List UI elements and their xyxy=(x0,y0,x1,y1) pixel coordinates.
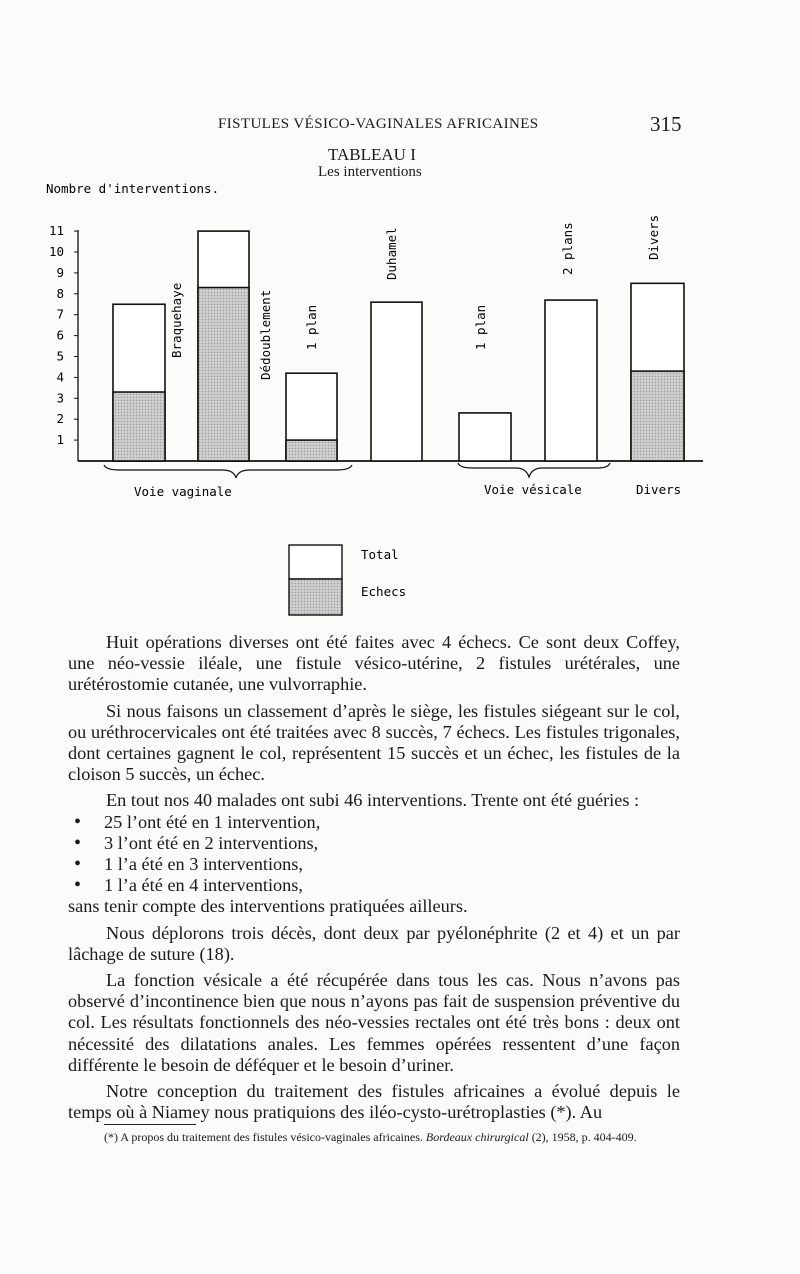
bullet-list xyxy=(68,812,680,897)
list-item: • 1 l’a été en 4 interventions, xyxy=(104,875,680,896)
y-tick-label: 8 xyxy=(56,285,64,301)
legend-echecs-label: Echecs xyxy=(361,584,407,599)
group-label-voie-vesicale: Voie vésicale xyxy=(484,482,582,497)
body-text xyxy=(68,632,680,1123)
y-tick-label: 9 xyxy=(56,264,64,280)
category-label-dedoublement: Dédoublement xyxy=(258,289,273,380)
paragraph-1: Huit opérations diverses ont été faites avec 4 échecs. Ce sont deux Coffey, une néo-vessie iléale, une fistule vésico-utérine, 2 fistules urétérales, une urétérostomie cutanée, une vulvorraphie. xyxy=(68,632,680,695)
y-tick-label: 5 xyxy=(56,348,64,364)
bar-echecs-braquehaye xyxy=(113,392,165,461)
footnote-journal: Bordeaux chirurgical xyxy=(425,1130,529,1144)
footnote-rule xyxy=(104,1124,196,1125)
legend-echecs-swatch xyxy=(289,579,342,615)
paragraph-6: Notre conception du traitement des fistules africaines a évolué depuis le temps où à Niamey nous pratiquions des iléo-cysto-urétroplasties (*). Au xyxy=(68,1081,680,1123)
bar-echecs-dedoublement xyxy=(198,288,249,461)
category-label-2-plans: 2 plans xyxy=(560,222,575,275)
footnote xyxy=(54,1129,666,1145)
category-label-divers: Divers xyxy=(646,214,661,260)
bar-total-duhamel xyxy=(371,302,422,461)
footnote-marker: (*) xyxy=(104,1130,118,1144)
y-tick-label: 1 xyxy=(56,432,64,448)
brace-voie-vesicale xyxy=(458,463,610,477)
y-tick-label: 11 xyxy=(48,223,64,239)
category-label-braquehaye: Braquehaye xyxy=(169,282,184,358)
bar-total-1-plan-vesical xyxy=(459,413,511,461)
legend-total-swatch xyxy=(289,545,342,579)
paragraph-5: La fonction vésicale a été récupérée dans tous les cas. Nous n’avons pas observé d’incontinence bien que nous n’ayons pas fait de suspension préventive du col. Les résultats fonctionnels des néo-vessies rectales ont été très bons : deux ont nécessité des dilatations anales. Les femmes opérées ressentent d’une façon différente le besoin de déféquer et le besoin d’uriner. xyxy=(68,970,680,1075)
footnote-ref: (2), 1958, p. 404-409. xyxy=(531,1130,637,1144)
page-number: 315 xyxy=(650,112,682,136)
y-tick-label: 10 xyxy=(48,244,64,259)
bar-echecs-1-plan-vaginal xyxy=(286,440,337,461)
footnote-text: A propos du traitement des fistules vésico-vaginales africaines. xyxy=(120,1130,423,1144)
y-tick-label: 4 xyxy=(56,369,64,385)
table-title: TABLEAU I xyxy=(328,145,416,164)
bar-total-2-plans xyxy=(545,300,597,461)
y-tick-label: 6 xyxy=(56,327,64,343)
paragraph-3-end: sans tenir compte des interventions pratiquées ailleurs. xyxy=(68,896,468,917)
y-tick-label: 2 xyxy=(56,411,64,427)
list-item: • 1 l’a été en 3 interventions, xyxy=(104,854,680,875)
paragraph-4: Nous déplorons trois décès, dont deux par pyélonéphrite (2 et 4) et un par lâchage de suture (18). xyxy=(68,922,680,964)
y-tick-label: 3 xyxy=(56,390,64,406)
paragraph-2: Si nous faisons un classement d’après le siège, les fistules siégeant sur le col, ou uréthrocervicales ont été traitées avec 8 succès, 7 échecs. Les fistules trigonales, dont certaines gagnent le col, représentent 15 succès et un échec, les fistules de la cloison 5 succès, un échec. xyxy=(68,700,680,785)
list-item: • 3 l’ont été en 2 interventions, xyxy=(104,833,680,854)
interventions-chart xyxy=(0,0,800,625)
group-label-divers: Divers xyxy=(636,482,682,497)
y-tick-label: 7 xyxy=(56,306,64,322)
group-label-voie-vaginale: Voie vaginale xyxy=(134,484,232,499)
category-label-duhamel: Duhamel xyxy=(384,227,399,280)
running-title: FISTULES VÉSICO-VAGINALES AFRICAINES xyxy=(218,116,539,132)
brace-voie-vaginale xyxy=(104,465,352,478)
table-subtitle: Les interventions xyxy=(318,164,422,180)
legend-total-label: Total xyxy=(361,547,399,562)
list-item: • 25 l’ont été en 1 intervention, xyxy=(104,812,680,833)
bar-echecs-divers xyxy=(631,371,684,461)
category-label-1-plan-vesical: 1 plan xyxy=(473,304,488,350)
paragraph-3: En tout nos 40 malades ont subi 46 interventions. Trente ont été guéries : xyxy=(106,790,640,811)
category-label-1-plan-vaginal: 1 plan xyxy=(304,304,319,350)
y-axis-label: Nombre d'interventions. xyxy=(46,181,220,196)
